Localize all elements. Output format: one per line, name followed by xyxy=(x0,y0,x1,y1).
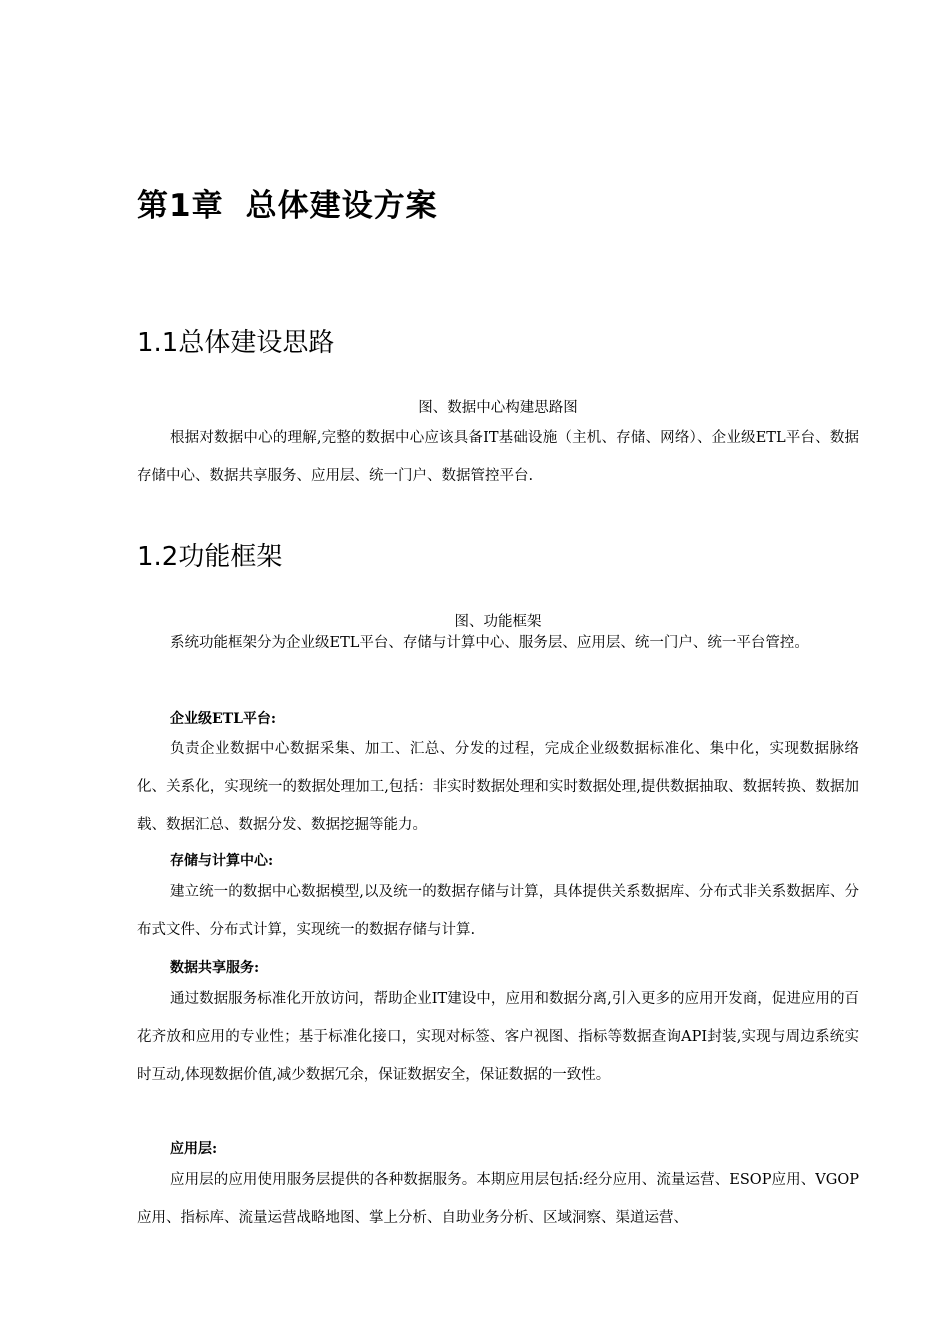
paragraph-etl-platform: 负责企业数据中心数据采集、加工、汇总、分发的过程，完成企业级数据标准化、集中化，实现数据脉络化、关系化，实现统一的数据处理加工,包括：非实时数据处理和实时数据处理,提供数据抽取、数据转换、数据加载、数据汇总、数据分发、数据挖掘等能力。 xyxy=(137,741,859,833)
paragraph-application-layer: 应用层的应用使用服务层提供的各种数据服务。本期应用层包括:经分应用、流量运营、ESOP应用、VGOP应用、指标库、流量运营战略地图、掌上分析、自助业务分析、区域洞察、渠道运营、 xyxy=(137,1172,859,1226)
paragraph-data-sharing: 通过数据服务标准化开放访问，帮助企业IT建设中，应用和数据分离,引入更多的应用开发商，促进应用的百花齐放和应用的专业性；基于标准化接口，实现对标签、客户视图、指标等数据查询API封装,实现与周边系统实时互动,体现数据价值,减少数据冗余，保证数据安全，保证数据的一致性。 xyxy=(137,991,859,1083)
chapter-title xyxy=(137,180,438,225)
figure-caption-architecture: 图、数据中心构建思路图 xyxy=(418,400,578,416)
chapter-heading-text: 总体建设方案 xyxy=(245,188,438,224)
subheading-etl-platform: 企业级ETL平台: xyxy=(170,711,277,727)
paragraph-storage-compute: 建立统一的数据中心数据模型,以及统一的数据存储与计算，具体提供关系数据库、分布式非关系数据库、分布式文件、分布式计算，实现统一的数据存储与计算. xyxy=(137,884,859,938)
paragraph-framework-intro: 系统功能框架分为企业级ETL平台、存储与计算中心、服务层、应用层、统一门户、统一平台管控。 xyxy=(170,635,809,651)
subheading-storage-compute: 存储与计算中心: xyxy=(170,853,274,869)
subheading-data-sharing: 数据共享服务: xyxy=(170,960,260,976)
section-title-1-1: 1.1总体建设思路 xyxy=(137,328,335,358)
paragraph-construction-approach: 根据对数据中心的理解,完整的数据中心应该具备IT基础设施（主机、存储、网络）、企业级ETL平台、数据存储中心、数据共享服务、应用层、统一门户、数据管控平台. xyxy=(137,430,859,484)
section-title-1-2: 1.2功能框架 xyxy=(137,542,283,572)
figure-caption-function-framework: 图、功能框架 xyxy=(454,614,542,630)
chapter-number: 第1章 xyxy=(137,188,224,224)
subheading-application-layer: 应用层: xyxy=(170,1141,218,1157)
